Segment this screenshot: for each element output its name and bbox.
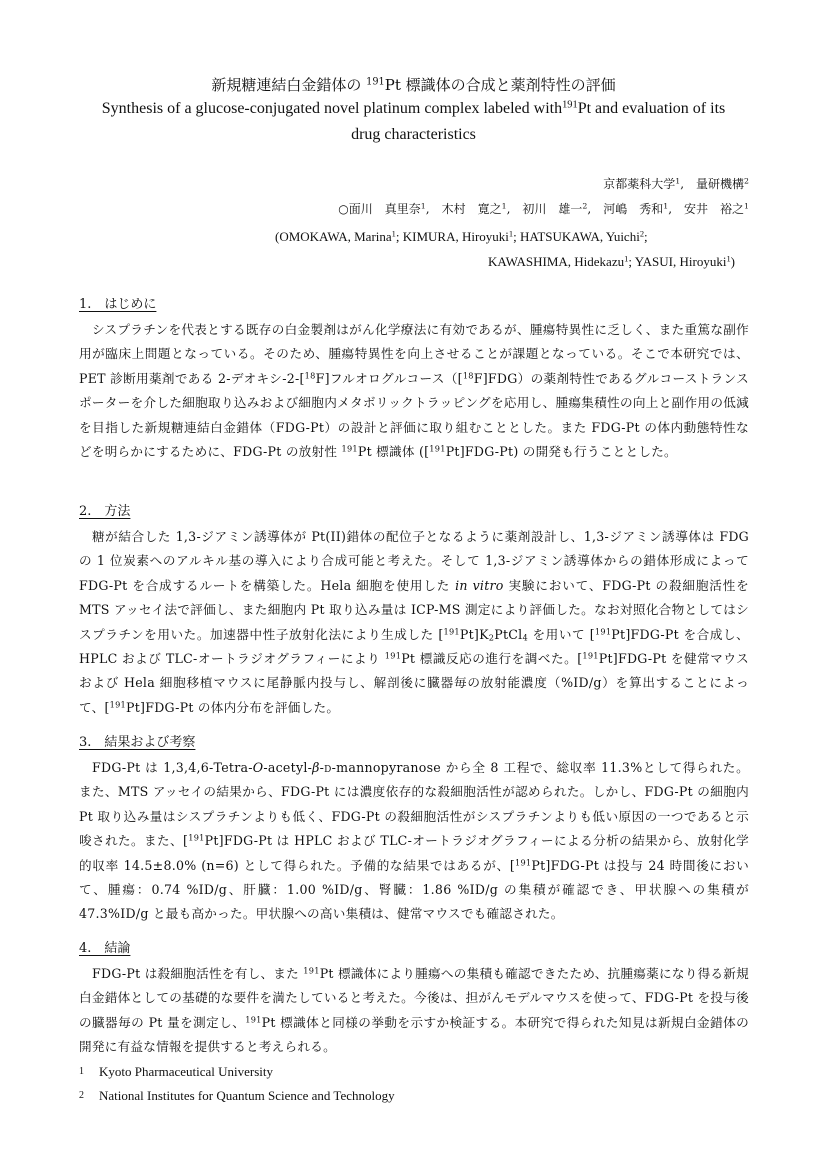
- section-methods: [79, 503, 749, 720]
- footnote-item: [79, 1084, 749, 1108]
- authors-japanese: ○面川 真里奈$^1$, 木村 寛之$^1$, 初川 雄一$^2$, 河嶋 秀和$^1$, 安井 裕之$^1$: [338, 201, 749, 216]
- footnote-item: [79, 1060, 749, 1084]
- section-results-discussion: [79, 734, 749, 927]
- section-heading: 3. 結果および考察: [79, 735, 196, 750]
- footnote-text: National Institutes for Quantum Science and Technology: [99, 1088, 395, 1103]
- section-introduction: [79, 296, 749, 464]
- section-conclusion: [79, 940, 749, 1060]
- section-body: シスプラチンを代表とする既存の白金製剤はがん化学療法に有効であるが、腫瘍特異性に乏しく、また重篤な副作用が臨床上問題となっている。そのため、腫瘍特異性を向上させることが課題となっている。そこで本研究では、PET 診断用薬剤である 2-デオキシ-2-[$^{18}$F]フルオログルコース（[$^{18}$F]FDG）の薬剤特性であるグルコーストランスポーターを介した細胞取り込みおよび細胞内メタボリックトラッピングを応用し、腫瘍集積性の向上と副作用の低減を目指した新規糖連結白金錯体（FDG-Pt）の設計と評価に取り組むこととした。また FDG-Pt の体内動態特性などを明らかにするために、FDG-Pt の放射性 $^{191}$Pt 標識体 ([$^{191}$Pt]FDG-Pt) の開発も行うこととした。: [79, 322, 749, 460]
- footnotes: [79, 1060, 749, 1108]
- title-block: [60, 74, 767, 148]
- section-heading: 4. 結論: [79, 941, 131, 956]
- section-heading: 1. はじめに: [79, 297, 157, 312]
- affiliations: 京都薬科大学$^1$, 量研機構$^2$: [603, 176, 749, 191]
- footnote-mark: 1: [79, 1066, 84, 1077]
- footnote-mark: 2: [79, 1090, 84, 1101]
- footnote-text: Kyoto Pharmaceutical University: [99, 1064, 274, 1079]
- section-body: 糖が結合した 1,3-ジアミン誘導体が Pt(II)錯体の配位子となるように薬剤設計し、1,3-ジアミン誘導体は FDG の 1 位炭素へのアルキル基の導入により合成可能と考えた。そして 1,3-ジアミン誘導体からの錯体形成によって FDG-Pt を合成するルートを構築した。Hela 細胞を使用した in vitro 実験において、FDG-Pt の殺細胞活性を MTS アッセイ法で評価し、また細胞内 Pt 取り込み量は ICP-MS 測定により評価した。なお対照化合物としてはシスプラチンを用いた。加速器中性子放射化法により生成した $[^{191}Pt]K_2PtCl_4$ を用いて [$^{191}$Pt]FDG-Pt を合成し、HPLC および TLC-オートラジオグラフィーにより $^{191}$Pt 標識反応の進行を調べた。[$^{191}$Pt]FDG-Pt を健常マウスおよび Hela 細胞移植マウスに尾静脈内投与し、解剖後に臓器毎の放射能濃度（%ID/g）を算出することによって、[$^{191}$Pt]FDG-Pt の体内分布を評価した。: [79, 529, 750, 715]
- title-english: Synthesis of a glucose-conjugated novel platinum complex labeled with$^{191}$Pt and evaluation of its drug characteristics: [101, 99, 726, 143]
- authors-english: (OMOKAWA, Marina$^1$; KIMURA, Hiroyuki$^1$; HATSUKAWA, Yuichi$^2$; KAWASHIMA, Hidekazu$^1$; YASUI, Hiroyuki$^1$): [275, 228, 735, 269]
- title-japanese: 新規糖連結白金錯体の $^{191}$Pt 標識体の合成と薬剤特性の評価: [211, 76, 616, 94]
- section-heading: 2. 方法: [79, 504, 131, 519]
- section-body: FDG-Pt は 1,3,4,6-Tetra-O-acetyl-β-d-mannopyranose から全 8 工程で、総収率 11.3%として得られた。また、MTS アッセイの結果から、FDG-Pt には濃度依存的な殺細胞活性が認められた。しかし、FDG-Pt の細胞内 Pt 取り込み量はシスプラチンよりも低く、FDG-Pt の殺細胞活性がシスプラチンよりも低い原因の一つであると示唆された。また、[$^{191}$Pt]FDG-Pt は HPLC および TLC-オートラジオグラフィーによる分析の結果から、放射化学的収率 14.5±8.0% (n=6) として得られた。予備的な結果ではあるが、[$^{191}$Pt]FDG-Pt は投与 24 時間後において、腫瘍：0.74 %ID/g、肝臓：1.00 %ID/g、腎臓：1.86 %ID/g の集積が確認でき、甲状腺への集積が 47.3%ID/g と最も高かった。甲状腺への高い集積は、健常マウスでも確認された。: [79, 760, 749, 922]
- section-body: FDG-Pt は殺細胞活性を有し、また $^{191}$Pt 標識体により腫瘍への集積も確認できたため、抗腫瘍薬になり得る新規白金錯体としての基礎的な要件を満たしていると考えた。今後は、担がんモデルマウスを使って、FDG-Pt を投与後の臓器毎の Pt 量を測定し、$^{191}$Pt 標識体と同様の挙動を示すか検証する。本研究で得られた知見は新規白金錯体の開発に有益な情報を提供すると考えられる。: [79, 965, 749, 1055]
